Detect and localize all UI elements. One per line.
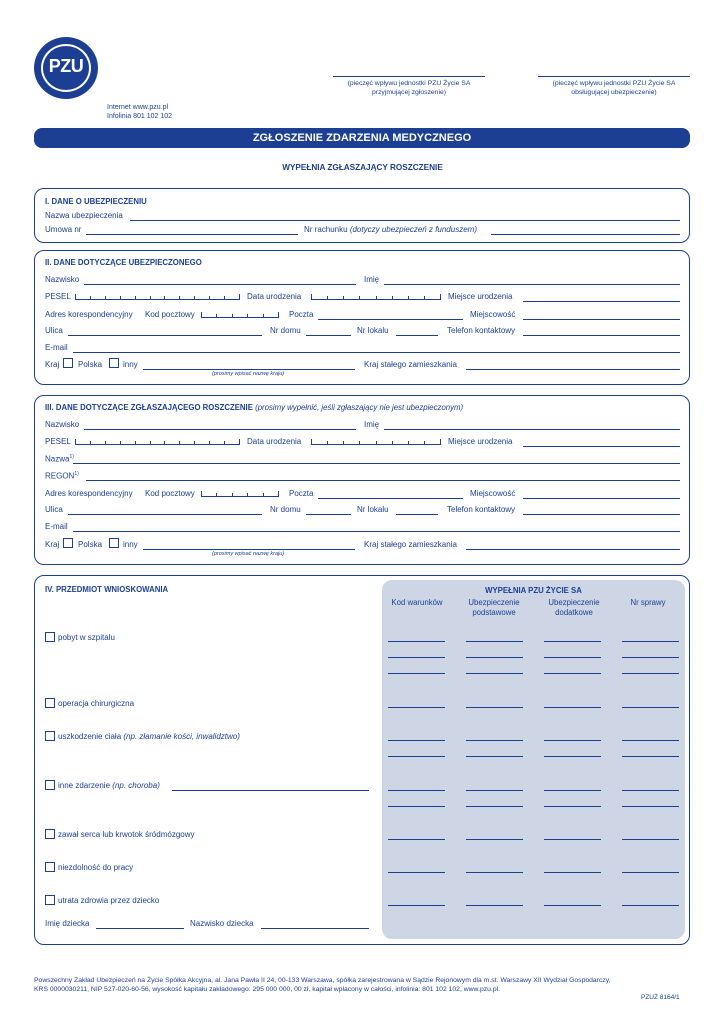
claimant-company-field[interactable] <box>73 463 680 464</box>
claimant-email-field[interactable] <box>73 531 680 532</box>
section-claim-subject-title: IV. PRZEDMIOT WNIOSKOWANIA <box>45 585 169 594</box>
claimant-company-label-text: Nazwa <box>45 454 70 464</box>
item-heart-label: zawał serca lub krwotok śródmózgowy <box>58 830 195 839</box>
pzu-field-line[interactable] <box>388 673 445 674</box>
item-injury-label <box>58 732 240 741</box>
item-heart-checkbox[interactable] <box>45 829 55 839</box>
item-other-label-text: inne zdarzenie <box>58 781 111 790</box>
insured-postcode-label: Kod pocztowy <box>145 310 195 319</box>
col-ubezp-podstawowe-line1: Ubezpieczenie <box>468 598 520 607</box>
pzu-field-line[interactable] <box>544 790 601 791</box>
child-surname-label: Nazwisko dziecka <box>190 919 254 928</box>
insured-flat-label: Nr lokalu <box>357 326 389 335</box>
claimant-house-label: Nr domu <box>270 505 301 514</box>
item-incapacity-checkbox[interactable] <box>45 862 55 872</box>
insured-house-field[interactable] <box>306 335 351 336</box>
insured-other-country-field[interactable] <box>143 369 355 370</box>
insured-flat-field[interactable] <box>396 335 438 336</box>
pzu-field-line[interactable] <box>544 905 601 906</box>
item-hospital-label: pobyt w szpitalu <box>58 633 115 642</box>
pzu-field-line[interactable] <box>388 806 445 807</box>
item-hospital-checkbox[interactable] <box>45 632 55 642</box>
claimant-flat-label: Nr lokalu <box>357 505 389 514</box>
item-other-checkbox[interactable] <box>45 780 55 790</box>
claimant-regon-field[interactable] <box>86 480 680 481</box>
claimant-postcode-field[interactable] <box>201 491 279 497</box>
pzu-field-line[interactable] <box>544 673 601 674</box>
footnote-mark: 1) <box>69 454 74 460</box>
insured-poland-label: Polska <box>78 360 103 369</box>
claimant-name-label: Imię <box>364 420 380 429</box>
footer-line1: Powszechny Zakład Ubezpieczeń na Życie Spółka Akcyjna, al. Jana Pawła II 24, 00-133 Warszawa, spółka zarejestrowana w Sądzie Rejonowym dla m.st. Warszawy XII Wydział Gospodarczy, <box>34 977 611 984</box>
contact-internet: Internet www.pzu.pl <box>107 104 169 111</box>
pzu-field-line[interactable] <box>622 673 679 674</box>
claimant-pesel-field[interactable] <box>75 439 240 445</box>
pzu-field-line[interactable] <box>466 641 523 642</box>
pzu-field-line[interactable] <box>466 673 523 674</box>
item-injury-checkbox[interactable] <box>45 731 55 741</box>
account-number-field[interactable] <box>491 234 680 235</box>
form-code: PZUŻ 8164/1 <box>641 994 680 1001</box>
insured-post-label: Poczta <box>289 310 314 319</box>
pzu-field-line[interactable] <box>466 839 523 840</box>
claimant-poland-checkbox[interactable] <box>63 538 73 548</box>
child-name-field[interactable] <box>96 928 184 929</box>
insured-residence-label: Kraj stałego zamieszkania <box>364 360 457 369</box>
item-other-label <box>58 781 160 790</box>
pzu-field-line[interactable] <box>622 790 679 791</box>
insured-pesel-field[interactable] <box>75 294 240 300</box>
pzu-field-line[interactable] <box>466 707 523 708</box>
claimant-birthdate-label: Data urodzenia <box>247 437 302 446</box>
pzu-field-line[interactable] <box>544 806 601 807</box>
claimant-flat-field[interactable] <box>396 514 438 515</box>
stamp-servicing-line1: (pieczęć wpływu jednostki PZU Życie SA <box>552 80 676 87</box>
insured-street-label: Ulica <box>45 326 63 335</box>
insured-address-label: Adres korespondencyjny <box>45 310 133 319</box>
claimant-birthplace-label: Miejsce urodzenia <box>448 437 513 446</box>
col-ubezp-podstawowe-line2: podstawowe <box>472 608 516 617</box>
insured-birthdate-field[interactable] <box>311 294 441 300</box>
account-number-note: (dotyczy ubezpieczeń z funduszem) <box>349 225 477 234</box>
pzu-field-line[interactable] <box>388 641 445 642</box>
pzu-field-line[interactable] <box>544 641 601 642</box>
col-nr-sprawy: Nr sprawy <box>630 598 666 607</box>
insured-other-label: inny <box>123 360 138 369</box>
insured-city-label: Miejscowość <box>470 310 516 319</box>
pzu-field-line[interactable] <box>622 872 679 873</box>
claimant-poland-label: Polska <box>78 540 103 549</box>
insured-pesel-label: PESEL <box>45 292 71 301</box>
pzu-field-line[interactable] <box>388 790 445 791</box>
insured-name-label: Imię <box>364 275 380 284</box>
insured-city-field[interactable] <box>523 319 680 320</box>
insured-other-checkbox[interactable] <box>109 358 119 368</box>
claimant-other-label: inny <box>123 540 138 549</box>
pzu-field-line[interactable] <box>622 756 679 757</box>
item-child-label: utrata zdrowia przez dziecko <box>58 896 160 905</box>
claimant-pesel-label: PESEL <box>45 437 71 446</box>
pzu-field-line[interactable] <box>466 756 523 757</box>
insured-house-label: Nr domu <box>270 326 301 335</box>
pzu-field-line[interactable] <box>388 872 445 873</box>
pzu-field-line[interactable] <box>622 905 679 906</box>
col-kod-warunkow: Kod warunków <box>391 598 443 607</box>
pzu-panel-title: WYPEŁNIA PZU ŻYCIE SA <box>485 586 582 595</box>
pzu-field-line[interactable] <box>466 740 523 741</box>
claimant-phone-field[interactable] <box>523 514 680 515</box>
pzu-field-line[interactable] <box>622 641 679 642</box>
pzu-logo <box>34 37 98 99</box>
claimant-street-label: Ulica <box>45 505 63 514</box>
insurance-name-field[interactable] <box>130 220 680 221</box>
insured-post-field[interactable] <box>318 319 463 320</box>
footer-line2: KRS 0000030211, NIP 527-020-60-56, wysokość kapitału zakładowego: 295 000 000, 00 zł, kapitał wpłacony w całości, infolinia: 801 102 102, www.pzu.pl. <box>34 986 501 993</box>
contract-number-field[interactable] <box>86 234 298 235</box>
col-ubezp-dodatkowe-line2: dodatkowe <box>555 608 593 617</box>
pzu-field-line[interactable] <box>388 905 445 906</box>
pzu-field-line[interactable] <box>622 806 679 807</box>
pzu-field-line[interactable] <box>544 740 601 741</box>
pzu-field-line[interactable] <box>622 707 679 708</box>
section-claimant-title-text: III. DANE DOTYCZĄCE ZGŁASZAJĄCEGO ROSZCZENIE <box>45 403 253 412</box>
insured-country-note: (prosimy wpisać nazwę kraju) <box>212 371 285 377</box>
col-ubezp-podstawowe <box>458 598 530 618</box>
claimant-postcode-label: Kod pocztowy <box>145 489 195 498</box>
claimant-country-note: (prosimy wpisać nazwę kraju) <box>212 551 285 557</box>
pzu-field-line[interactable] <box>466 657 523 658</box>
contract-number-label: Umowa nr <box>45 225 82 234</box>
item-other-note: (np. choroba) <box>112 781 160 790</box>
item-surgery-checkbox[interactable] <box>45 698 55 708</box>
claimant-regon-label <box>45 471 79 481</box>
account-number-label-text: Nr rachunku <box>304 225 348 234</box>
claimant-other-country-field[interactable] <box>143 549 355 550</box>
col-ubezp-dodatkowe <box>537 598 611 618</box>
item-surgery-label: operacja chirurgiczna <box>58 699 135 708</box>
item-other-field[interactable] <box>172 790 369 791</box>
claimant-street-field[interactable] <box>68 514 262 515</box>
claimant-address-label: Adres korespondencyjny <box>45 489 133 498</box>
item-child-checkbox[interactable] <box>45 895 55 905</box>
section-insured-title: II. DANE DOTYCZĄCE UBEZPIECZONEGO <box>45 258 202 267</box>
claimant-regon-label-text: REGON <box>45 471 75 481</box>
form-subtitle: WYPEŁNIA ZGŁASZAJĄCY ROSZCZENIE <box>282 163 443 172</box>
stamp-receiving-line1: (pieczęć wpływu jednostki PZU Życie SA <box>347 80 471 87</box>
footnote-mark: 1) <box>74 471 79 477</box>
item-incapacity-label: niezdolność do pracy <box>58 863 134 872</box>
claimant-name-field[interactable] <box>384 429 680 430</box>
form-title: ZGŁOSZENIE ZDARZENIA MEDYCZNEGO <box>34 128 690 148</box>
stamp-receiving-line2: przyjmującej zgłoszenie) <box>371 89 447 96</box>
pzu-field-line[interactable] <box>622 839 679 840</box>
insured-birthplace-field[interactable] <box>523 301 680 302</box>
pzu-field-line[interactable] <box>544 872 601 873</box>
claimant-city-field[interactable] <box>523 498 680 499</box>
item-injury-label-text: uszkodzenie ciała <box>58 732 122 741</box>
pzu-field-line[interactable] <box>388 657 445 658</box>
section-insurance-title: I. DANE O UBEZPIECZENIU <box>45 197 147 206</box>
stamp-receiving <box>333 76 485 97</box>
insured-phone-label: Telefon kontaktowy <box>447 326 516 335</box>
child-surname-field[interactable] <box>261 928 369 929</box>
child-name-label: Imię dziecka <box>45 919 90 928</box>
claimant-residence-field[interactable] <box>466 549 680 550</box>
claimant-email-label: E-mail <box>45 522 68 531</box>
pzu-field-line[interactable] <box>388 707 445 708</box>
insured-phone-field[interactable] <box>523 335 680 336</box>
contact-infolinia: Infolinia 801 102 102 <box>107 113 172 120</box>
claimant-city-label: Miejscowość <box>470 489 516 498</box>
pzu-field-line[interactable] <box>544 756 601 757</box>
pzu-field-line[interactable] <box>466 872 523 873</box>
insured-postcode-field[interactable] <box>201 312 279 318</box>
insured-name-field[interactable] <box>384 284 680 285</box>
claimant-birthdate-field[interactable] <box>311 439 441 445</box>
claimant-country-label: Kraj <box>45 540 60 549</box>
insured-email-label: E-mail <box>45 343 68 352</box>
contact-info <box>107 103 172 121</box>
pzu-field-line[interactable] <box>388 756 445 757</box>
insured-email-field[interactable] <box>73 352 680 353</box>
insured-country-label: Kraj <box>45 360 60 369</box>
claimant-phone-label: Telefon kontaktowy <box>447 505 516 514</box>
stamp-servicing <box>538 76 690 97</box>
insured-poland-checkbox[interactable] <box>63 358 73 368</box>
footer <box>34 976 611 994</box>
claimant-birthplace-field[interactable] <box>523 446 680 447</box>
section-claimant-title <box>45 403 463 412</box>
item-injury-note: (np. złamanie kości, inwalidztwo) <box>123 732 240 741</box>
claimant-company-label <box>45 454 74 464</box>
pzu-field-line[interactable] <box>388 839 445 840</box>
pzu-field-line[interactable] <box>544 707 601 708</box>
pzu-field-line[interactable] <box>466 790 523 791</box>
pzu-field-line[interactable] <box>466 806 523 807</box>
account-number-label <box>304 225 477 234</box>
insured-birthdate-label: Data urodzenia <box>247 292 302 301</box>
claimant-residence-label: Kraj stałego zamieszkania <box>364 540 457 549</box>
insured-street-field[interactable] <box>68 335 262 336</box>
claimant-surname-label: Nazwisko <box>45 420 80 429</box>
pzu-field-line[interactable] <box>388 740 445 741</box>
insured-birthplace-label: Miejsce urodzenia <box>448 292 513 301</box>
stamp-servicing-line2: obsługującej ubezpieczenie) <box>571 89 657 96</box>
claimant-surname-field[interactable] <box>84 429 356 430</box>
claimant-other-checkbox[interactable] <box>109 538 119 548</box>
insurance-name-label: Nazwa ubezpieczenia <box>45 211 123 220</box>
pzu-field-line[interactable] <box>544 839 601 840</box>
claimant-house-field[interactable] <box>306 514 351 515</box>
section-claimant-title-note: (prosimy wypełnić, jeśli zgłaszający nie jest ubezpieczonym) <box>255 403 464 412</box>
pzu-field-line[interactable] <box>622 657 679 658</box>
claimant-post-field[interactable] <box>318 498 463 499</box>
pzu-field-line[interactable] <box>544 657 601 658</box>
claimant-post-label: Poczta <box>289 489 314 498</box>
insured-residence-field[interactable] <box>466 369 680 370</box>
insured-surname-field[interactable] <box>84 284 356 285</box>
insured-surname-label: Nazwisko <box>45 275 80 284</box>
col-ubezp-dodatkowe-line1: Ubezpieczenie <box>548 598 600 607</box>
pzu-panel <box>382 580 685 939</box>
pzu-field-line[interactable] <box>622 740 679 741</box>
pzu-field-line[interactable] <box>466 905 523 906</box>
logo-text: PZU <box>48 56 84 76</box>
